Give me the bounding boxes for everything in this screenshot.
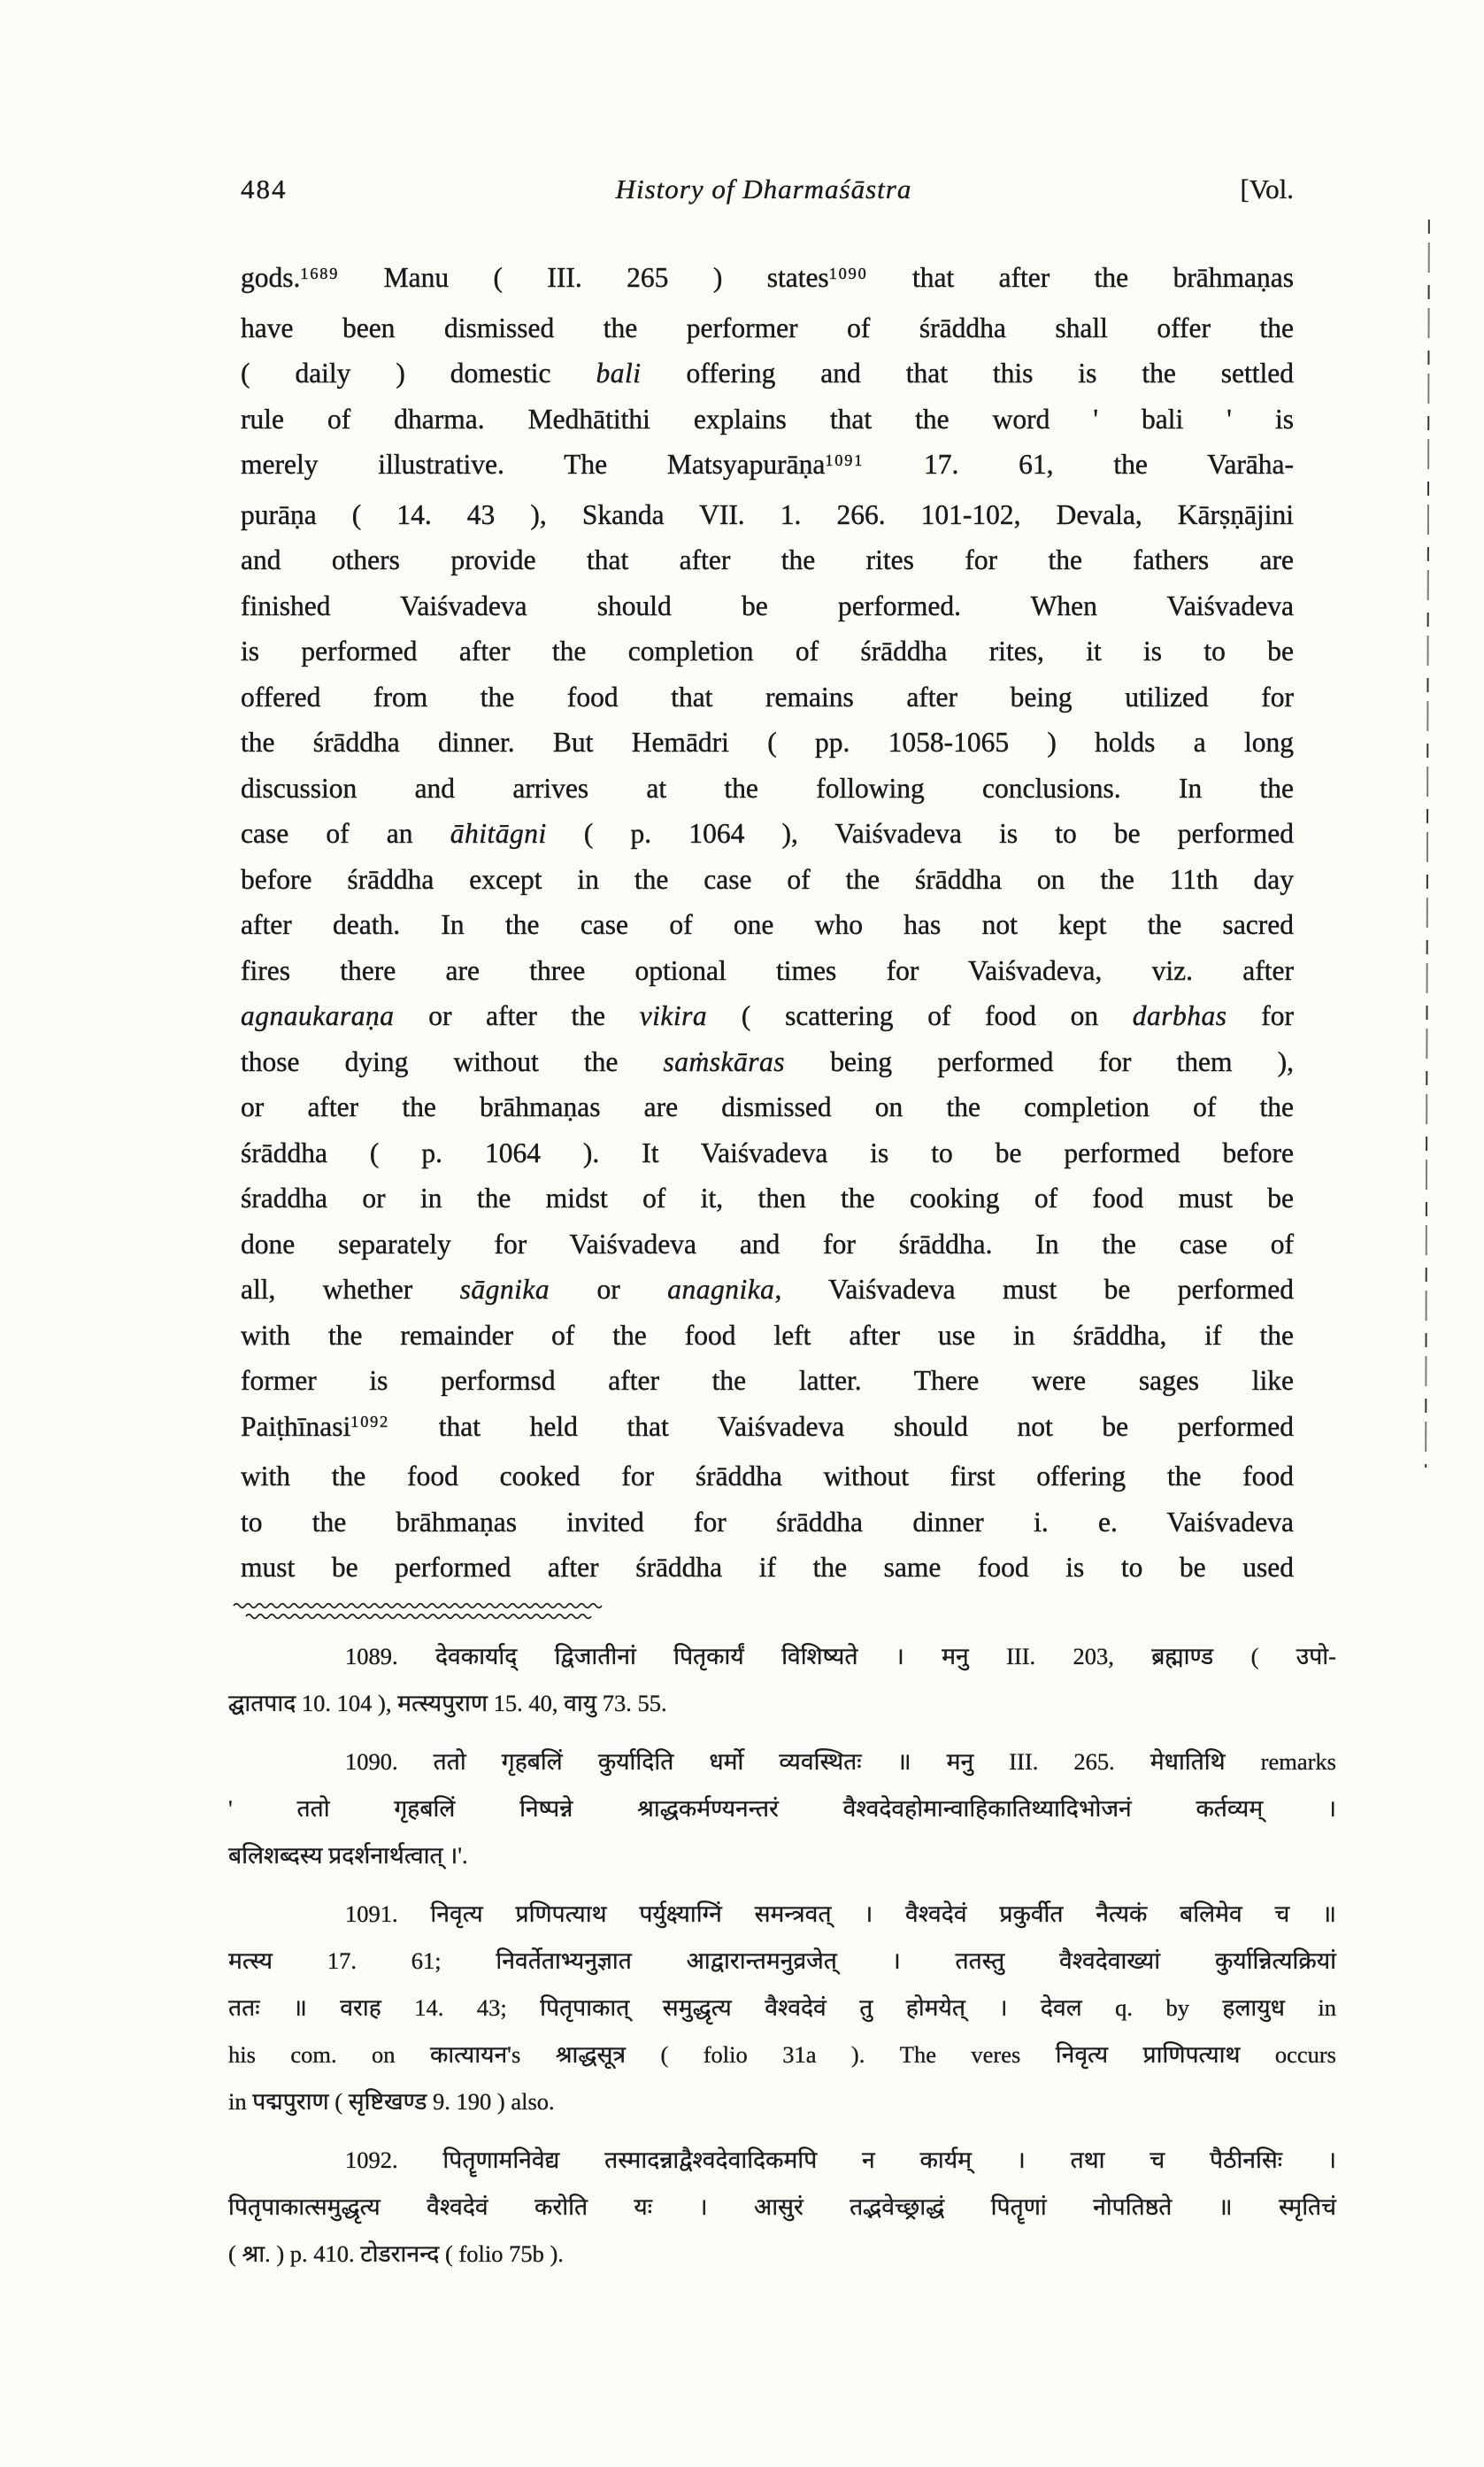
footnote-line: बलिशब्दस्य प्रदर्शनार्थत्वात् ।'.: [228, 1842, 468, 1869]
body-line: agnaukaraṇa or after the vikira ( scattering of food on darbhas for: [241, 1000, 1294, 1031]
body-line: offered from the food that remains after being utilized for: [241, 681, 1294, 713]
body-line: merely illustrative. The Matsyapurāṇa$^{1091}$ 17. 61, the Varāha-: [241, 449, 1295, 480]
body-line: all, whether sāgnika or anagnika, Vaiśvadeva must be performed: [241, 1274, 1294, 1305]
body-line: done separately for Vaiśvadeva and for śrāddha. In the case of: [241, 1228, 1294, 1260]
body-line: fires there are three optional times for Vaiśvadeva, viz. after: [241, 954, 1294, 986]
body-line: śrāddha ( p. 1064 ). It Vaiśvadeva is to be performed before: [241, 1137, 1294, 1168]
scan-artifact-line: [1425, 220, 1430, 1468]
page-number: 484: [241, 173, 288, 204]
footnote-line: 1089. देवकार्याद् द्विजातीनां पितृकार्यं विशिष्यते । मनु III. 203, ब्रह्माण्ड ( उपो-: [345, 1643, 1336, 1669]
body-text: [241, 255, 1294, 1591]
footnote-line: in पद्मपुराण ( सृष्टिखण्ड 9. 190 ) also.: [228, 2088, 555, 2115]
page-header: [241, 173, 1294, 205]
body-line: case of an āhitāgni ( p. 1064 ), Vaiśvadeva is to be performed: [241, 818, 1294, 849]
body-line: former is performsd after the latter. There were sages like: [241, 1365, 1294, 1396]
body-line: with the remainder of the food left after use in śrāddha, if the: [241, 1319, 1294, 1351]
footnote-line: ' ततो गृहबलिं निष्पन्ने श्राद्धकर्मण्यनन्तरं वैश्वदेवहोमान्वाहिकातिथ्यादिभोजनं कर्तव्यम् ।: [228, 1795, 1336, 1822]
footnote-1090: [228, 1738, 1336, 1879]
footnote-line: 1092. पितॄणामनिवेद्य तस्मादन्नाद्वैश्वदेवादिकमपि न कार्यम् । तथा च पैठीनसिः ।: [345, 2147, 1336, 2173]
body-line: śraddha or in the midst of it, then the cooking of food must be: [241, 1183, 1294, 1214]
body-line: have been dismissed the performer of śrāddha shall offer the: [241, 312, 1294, 343]
running-title: History of Dharmaśāstra: [615, 173, 912, 204]
footnote-line: मत्स्य 17. 61; निवर्तेताभ्यनुज्ञात आद्वारान्तमनुव्रजेत् । ततस्तु वैश्वदेवाख्यां कुर्यान्नित्यक्रियां: [228, 1947, 1336, 1974]
body-line: rule of dharma. Medhātithi explains that the word ' bali ' is: [241, 403, 1294, 435]
body-line: must be performed after śrāddha if the same food is to be used: [241, 1552, 1294, 1583]
body-line: and others provide that after the rites for the fathers are: [241, 544, 1294, 575]
footnotes: [228, 1633, 1336, 2289]
volume-marker: [Vol.: [1240, 173, 1294, 204]
footnote-line: ( श्रा. ) p. 410. टोडरानन्द ( folio 75b ).: [228, 2240, 564, 2267]
body-line: is performed after the completion of śrāddha rites, it is to be: [241, 636, 1294, 667]
body-line: discussion and arrives at the following conclusions. In the: [241, 772, 1294, 804]
footnote-1091: [228, 1891, 1336, 2125]
body-line: finished Vaiśvadeva should be performed. When Vaiśvadeva: [241, 590, 1294, 621]
footnote-line: his com. on कात्यायन's श्राद्धसूत्र ( folio 31a ). The veres निवृत्य प्राणिपत्याथ occurs: [228, 2041, 1336, 2068]
body-line: to the brāhmaṇas invited for śrāddha dinner i. e. Vaiśvadeva: [241, 1506, 1294, 1538]
body-line: with the food cooked for śrāddha without first offering the food: [241, 1461, 1294, 1492]
wavy-rule-icon: [232, 1599, 618, 1622]
footnote-1092: [228, 2137, 1336, 2278]
footnote-1089: [228, 1633, 1336, 1727]
body-line: Paiṭhīnasi$^{1092}$ that held that Vaiśvadeva should not be performed: [241, 1410, 1294, 1442]
footnote-line: ततः ॥ वराह 14. 43; पितृपाकात् समुद्धृत्य वैश्वदेवं तु होमयेत् । देवल q. by हलायुध in: [228, 1994, 1336, 2021]
body-line: gods.$^{1689}$ Manu ( III. 265 ) states$^{1090}$ that after the brāhmaṇas: [241, 262, 1295, 293]
body-line: ( daily ) domestic bali offering and that this is the settled: [241, 358, 1294, 389]
body-line: those dying without the saṁskāras being performed for them ),: [241, 1045, 1295, 1077]
body-line: before śrāddha except in the case of the śrāddha on the 11th day: [241, 863, 1294, 895]
body-line: the śrāddha dinner. But Hemādri ( pp. 1058-1065 ) holds a long: [241, 727, 1294, 758]
body-line: or after the brāhmaṇas are dismissed on the completion of the: [241, 1091, 1294, 1122]
footnote-line: पितृपाकात्समुद्धृत्य वैश्वदेवं करोति यः । आसुरं तद्भवेच्छ्राद्धं पितॄणां नोपतिष्ठते ॥ स्मृतिचं: [228, 2193, 1336, 2220]
body-line: after death. In the case of one who has not kept the sacred: [241, 909, 1294, 940]
footnote-line: द्घातपाद 10. 104 ), मत्स्यपुराण 15. 40, वायु 73. 55.: [228, 1690, 667, 1716]
footnote-separator: [232, 1599, 618, 1622]
footnote-line: 1091. निवृत्य प्रणिपत्याथ पर्युक्ष्याग्निं समन्त्रवत् । वैश्वदेवं प्रकुर्वीत नैत्यकं बलिमेव च ॥: [345, 1900, 1336, 1927]
body-line: purāṇa ( 14. 43 ), Skanda VII. 1. 266. 101-102, Devala, Kārṣṇājini: [241, 498, 1294, 530]
footnote-line: 1090. ततो गृहबलिं कुर्यादिति धर्मो व्यवस्थितः ॥ मनु III. 265. मेधातिथि remarks: [345, 1748, 1336, 1775]
